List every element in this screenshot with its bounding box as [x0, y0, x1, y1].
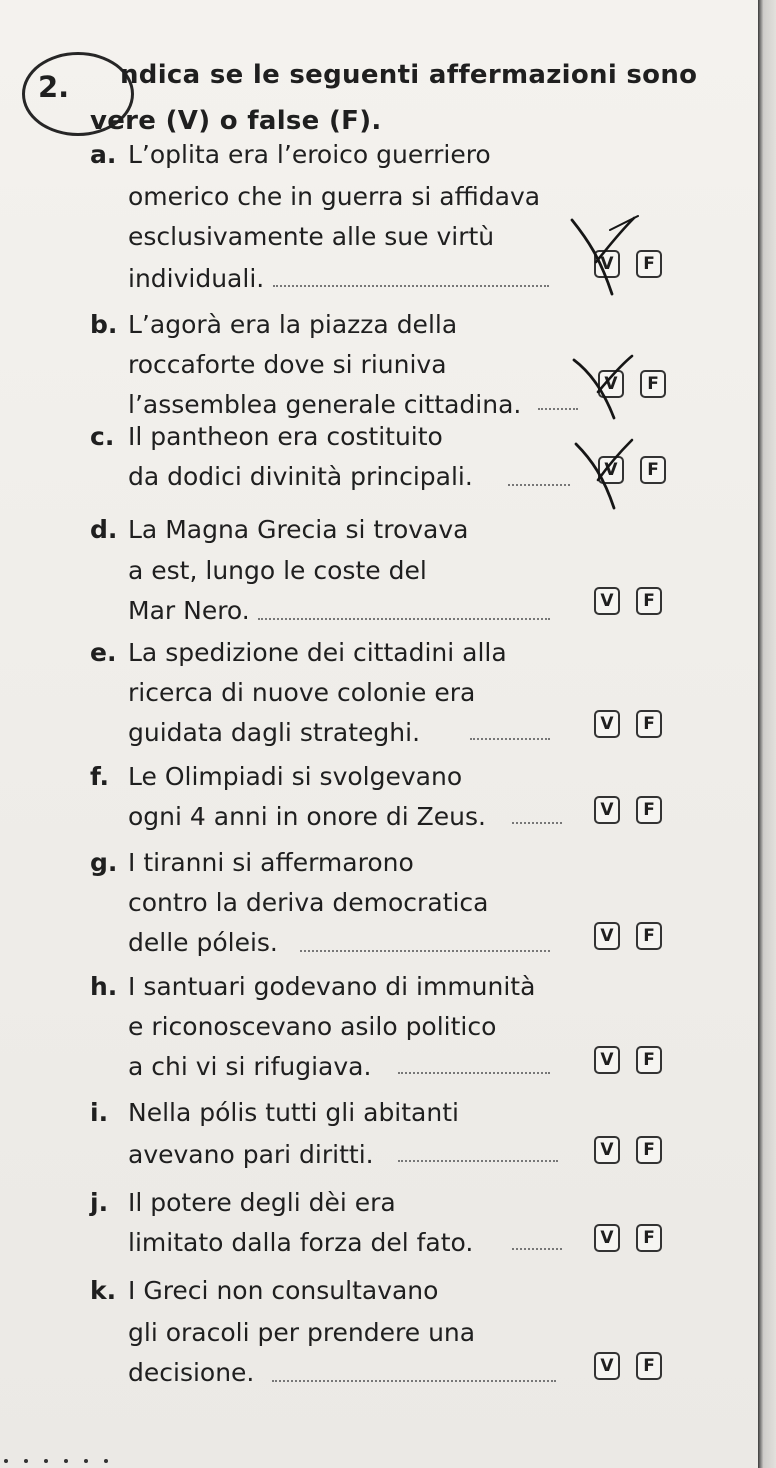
- true-checkbox[interactable]: V: [594, 1046, 620, 1074]
- item-text-line: contro la deriva democratica: [128, 888, 489, 917]
- item-text-line: guidata dagli strateghi.: [128, 718, 421, 747]
- item-text-line: Le Olimpiadi si svolgevano: [128, 762, 463, 791]
- item-letter: k.: [90, 1276, 117, 1305]
- item-text-line: omerico che in guerra si affidava: [128, 182, 541, 211]
- answer-dotted-line: [300, 950, 550, 952]
- item-letter: j.: [90, 1188, 109, 1217]
- item-text-line: I Greci non consultavano: [128, 1276, 439, 1305]
- exercise-number: 2.: [38, 70, 70, 104]
- item-letter: h.: [90, 972, 118, 1001]
- true-checkbox[interactable]: V: [594, 250, 620, 278]
- item-letter: i.: [90, 1098, 109, 1127]
- answer-dotted-line: [470, 738, 550, 740]
- false-checkbox[interactable]: F: [636, 1136, 662, 1164]
- answer-dotted-line: [398, 1160, 558, 1162]
- false-checkbox[interactable]: F: [640, 370, 666, 398]
- page-bottom-dots: [0, 1458, 120, 1464]
- item-text-line: L’oplita era l’eroico guerriero: [128, 140, 491, 169]
- item-letter: c.: [90, 422, 115, 451]
- item-text-line: da dodici divinità principali.: [128, 462, 473, 491]
- answer-dotted-line: [508, 484, 570, 486]
- false-checkbox[interactable]: F: [636, 796, 662, 824]
- page-edge: [758, 0, 776, 1468]
- item-text-line: I tiranni si affermarono: [128, 848, 414, 877]
- true-checkbox[interactable]: V: [594, 710, 620, 738]
- false-checkbox[interactable]: F: [636, 922, 662, 950]
- handwritten-check-mark: [566, 210, 646, 306]
- item-text-line: delle póleis.: [128, 928, 278, 957]
- item-letter: g.: [90, 848, 118, 877]
- instruction-line-1: ndica se le seguenti affermazioni sono: [120, 60, 698, 90]
- false-checkbox[interactable]: F: [636, 250, 662, 278]
- true-checkbox[interactable]: V: [594, 796, 620, 824]
- instruction-line-2: vere (V) o false (F).: [90, 106, 382, 136]
- handwritten-check-mark: [570, 434, 650, 514]
- true-checkbox[interactable]: V: [594, 587, 620, 615]
- true-checkbox[interactable]: V: [598, 456, 624, 484]
- answer-dotted-line: [273, 285, 549, 287]
- item-text-line: esclusivamente alle sue virtù: [128, 222, 495, 251]
- item-text-line: a chi vi si rifugiava.: [128, 1052, 372, 1081]
- item-letter: a.: [90, 140, 117, 169]
- item-text-line: L’agorà era la piazza della: [128, 310, 458, 339]
- true-checkbox[interactable]: V: [598, 370, 624, 398]
- item-text-line: l’assemblea generale cittadina.: [128, 390, 522, 419]
- handwritten-check-mark: [570, 352, 650, 424]
- item-text-line: avevano pari diritti.: [128, 1140, 374, 1169]
- true-checkbox[interactable]: V: [594, 1136, 620, 1164]
- item-text-line: roccaforte dove si riuniva: [128, 350, 447, 379]
- answer-dotted-line: [258, 618, 550, 620]
- item-text-line: La Magna Grecia si trovava: [128, 515, 469, 544]
- false-checkbox[interactable]: F: [636, 710, 662, 738]
- item-text-line: decisione.: [128, 1358, 255, 1387]
- answer-dotted-line: [398, 1072, 550, 1074]
- item-letter: e.: [90, 638, 117, 667]
- item-text-line: limitato dalla forza del fato.: [128, 1228, 474, 1257]
- item-letter: d.: [90, 515, 118, 544]
- true-checkbox[interactable]: V: [594, 1352, 620, 1380]
- item-text-line: La spedizione dei cittadini alla: [128, 638, 507, 667]
- item-text-line: I santuari godevano di immunità: [128, 972, 536, 1001]
- item-text-line: individuali.: [128, 264, 265, 293]
- item-text-line: e riconoscevano asilo politico: [128, 1012, 497, 1041]
- item-letter: f.: [90, 762, 110, 791]
- answer-dotted-line: [512, 1248, 562, 1250]
- item-text-line: gli oracoli per prendere una: [128, 1318, 476, 1347]
- false-checkbox[interactable]: F: [636, 587, 662, 615]
- answer-dotted-line: [272, 1380, 556, 1382]
- false-checkbox[interactable]: F: [640, 456, 666, 484]
- item-text-line: Nella pólis tutti gli abitanti: [128, 1098, 459, 1127]
- false-checkbox[interactable]: F: [636, 1224, 662, 1252]
- answer-dotted-line: [512, 822, 562, 824]
- true-checkbox[interactable]: V: [594, 1224, 620, 1252]
- true-checkbox[interactable]: V: [594, 922, 620, 950]
- item-text-line: a est, lungo le coste del: [128, 556, 427, 585]
- item-text-line: ricerca di nuove colonie era: [128, 678, 476, 707]
- item-text-line: Il potere degli dèi era: [128, 1188, 396, 1217]
- item-letter: b.: [90, 310, 118, 339]
- false-checkbox[interactable]: F: [636, 1046, 662, 1074]
- false-checkbox[interactable]: F: [636, 1352, 662, 1380]
- item-text-line: Mar Nero.: [128, 596, 250, 625]
- item-text-line: ogni 4 anni in onore di Zeus.: [128, 802, 486, 831]
- item-text-line: Il pantheon era costituito: [128, 422, 443, 451]
